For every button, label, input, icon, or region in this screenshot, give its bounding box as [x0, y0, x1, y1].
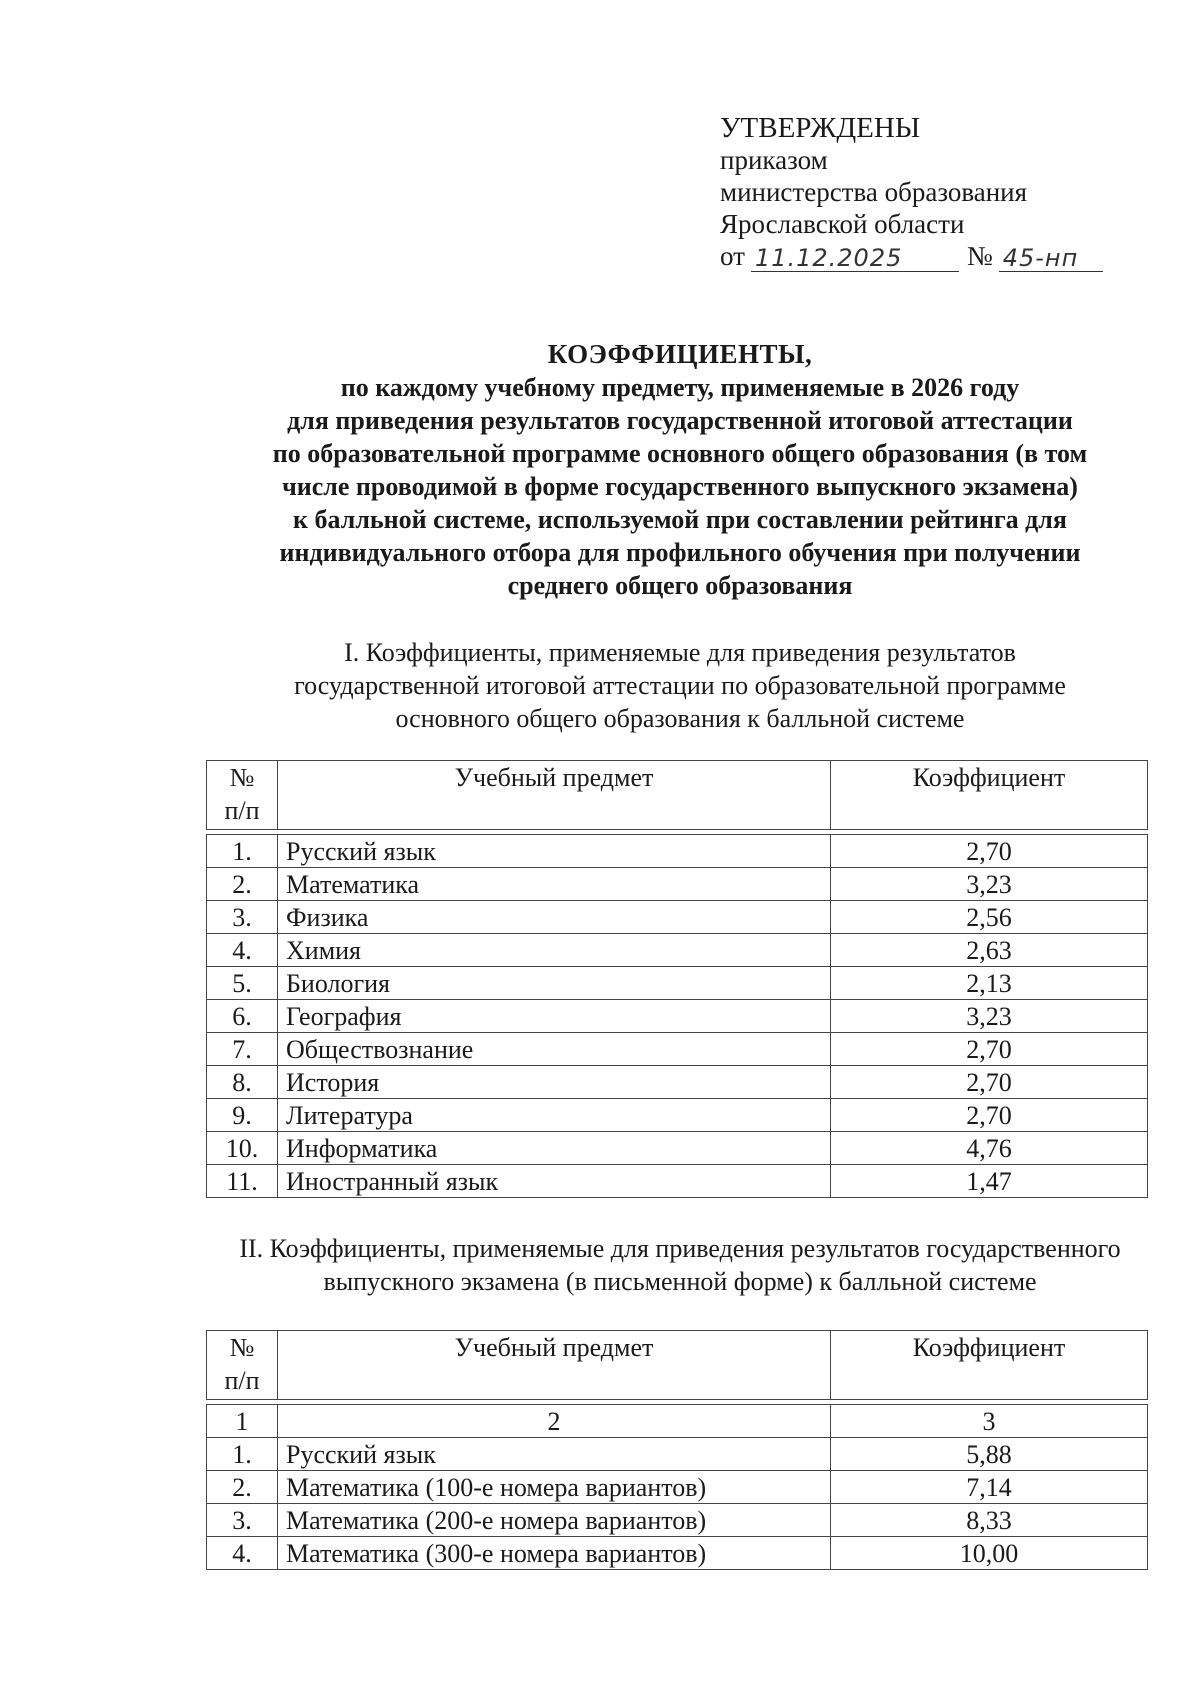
title-line: к балльной системе, используемой при составлении рейтинга для	[293, 505, 1067, 534]
title-line: индивидуального отбора для профильного обучения при получении	[279, 538, 1081, 567]
section-2-heading-line: выпускного экзамена (в письменной форме) к балльной системе	[323, 1267, 1037, 1296]
approval-line-region: Ярославской области	[720, 209, 965, 239]
document-title	[200, 338, 1160, 602]
table-row	[207, 1471, 1148, 1504]
row-number: 1.	[207, 1438, 278, 1471]
row-subject: Иностранный язык	[278, 1165, 831, 1198]
table-row	[207, 835, 1148, 868]
title-line: по каждому учебному предмету, применяемые в 2026 году	[340, 373, 1020, 402]
title-line: для приведения результатов государственной итоговой аттестации	[287, 406, 1073, 435]
row-coefficient: 2,63	[831, 934, 1148, 967]
header-num	[207, 1331, 278, 1400]
row-subject: Информатика	[278, 1132, 831, 1165]
row-subject: Русский язык	[278, 1438, 831, 1471]
header-num-sign: №	[229, 763, 255, 792]
header-num-sign: №	[229, 1333, 255, 1362]
table-header-row	[207, 761, 1148, 830]
row-subject: Литература	[278, 1099, 831, 1132]
row-subject: Математика (200-е номера вариантов)	[278, 1504, 831, 1537]
column-index: 3	[831, 1405, 1148, 1438]
table-row	[207, 1504, 1148, 1537]
table-row	[207, 1066, 1148, 1099]
approval-line-order: приказом	[720, 145, 828, 175]
title-line: среднего общего образования	[507, 571, 853, 600]
header-num	[207, 761, 278, 830]
row-subject: Математика (300-е номера вариантов)	[278, 1537, 831, 1570]
row-coefficient: 1,47	[831, 1165, 1148, 1198]
row-number: 10.	[207, 1132, 278, 1165]
row-number: 8.	[207, 1066, 278, 1099]
table-row	[207, 1099, 1148, 1132]
approved-label: УТВЕРЖДЕНЫ	[720, 112, 921, 144]
from-label: от	[720, 241, 745, 271]
row-coefficient: 10,00	[831, 1537, 1148, 1570]
row-number: 6.	[207, 1000, 278, 1033]
row-coefficient: 2,70	[831, 835, 1148, 868]
row-subject: Биология	[278, 967, 831, 1000]
column-index: 1	[207, 1405, 278, 1438]
table-row	[207, 1033, 1148, 1066]
row-coefficient: 2,70	[831, 1099, 1148, 1132]
row-coefficient: 8,33	[831, 1504, 1148, 1537]
row-coefficient: 2,70	[831, 1033, 1148, 1066]
header-coefficient: Коэффициент	[831, 761, 1148, 830]
row-coefficient: 2,70	[831, 1066, 1148, 1099]
header-coefficient: Коэффициент	[831, 1331, 1148, 1400]
title-line: числе проводимой в форме государственного выпускного экзамена)	[282, 472, 1078, 501]
row-subject: Русский язык	[278, 835, 831, 868]
table-row	[207, 1537, 1148, 1570]
approval-block	[720, 112, 1103, 272]
header-num-pp: п/п	[224, 1366, 260, 1395]
row-coefficient: 2,13	[831, 967, 1148, 1000]
table-row	[207, 1438, 1148, 1471]
row-subject: Математика (100-е номера вариантов)	[278, 1471, 831, 1504]
header-num-pp: п/п	[224, 796, 260, 825]
row-coefficient: 3,23	[831, 868, 1148, 901]
row-number: 1.	[207, 835, 278, 868]
section-2-heading	[200, 1232, 1160, 1298]
number-sign: №	[966, 241, 993, 271]
row-coefficient: 2,56	[831, 901, 1148, 934]
table-header-row	[207, 1331, 1148, 1400]
title-main: КОЭФФИЦИЕНТЫ,	[547, 339, 813, 369]
row-number: 3.	[207, 901, 278, 934]
header-subject: Учебный предмет	[278, 1331, 831, 1400]
handwritten-date: 11.12.2025	[751, 245, 959, 272]
row-subject: История	[278, 1066, 831, 1099]
row-subject: Химия	[278, 934, 831, 967]
row-number: 9.	[207, 1099, 278, 1132]
section-1-heading-line: I. Коэффициенты, применяемые для приведения результатов	[344, 638, 1016, 667]
row-number: 2.	[207, 1471, 278, 1504]
row-number: 4.	[207, 1537, 278, 1570]
row-coefficient: 4,76	[831, 1132, 1148, 1165]
row-subject: Физика	[278, 901, 831, 934]
column-index: 2	[278, 1405, 831, 1438]
row-subject: Математика	[278, 868, 831, 901]
row-number: 7.	[207, 1033, 278, 1066]
row-number: 11.	[207, 1165, 278, 1198]
column-index-row	[207, 1405, 1148, 1438]
table-row	[207, 967, 1148, 1000]
table-row	[207, 1165, 1148, 1198]
row-coefficient: 5,88	[831, 1438, 1148, 1471]
section-1-heading	[220, 636, 1140, 735]
title-line: по образовательной программе основного общего образования (в том	[272, 439, 1088, 468]
table-row	[207, 901, 1148, 934]
section-2-heading-line: II. Коэффициенты, применяемые для приведения результатов государственного	[239, 1234, 1121, 1263]
section-2-table	[206, 1330, 1148, 1570]
row-coefficient: 7,14	[831, 1471, 1148, 1504]
row-subject: Обществознание	[278, 1033, 831, 1066]
row-coefficient: 3,23	[831, 1000, 1148, 1033]
table-row	[207, 868, 1148, 901]
row-number: 4.	[207, 934, 278, 967]
table-row	[207, 934, 1148, 967]
section-1-heading-line: основного общего образования к балльной системе	[395, 704, 965, 733]
approval-line-ministry: министерства образования	[720, 177, 1028, 207]
table-row	[207, 1132, 1148, 1165]
row-number: 5.	[207, 967, 278, 1000]
row-number: 3.	[207, 1504, 278, 1537]
approval-date-number-line	[720, 240, 1103, 272]
handwritten-number: 45-нп	[999, 245, 1103, 272]
row-subject: География	[278, 1000, 831, 1033]
header-subject: Учебный предмет	[278, 761, 831, 830]
row-number: 2.	[207, 868, 278, 901]
section-1-table	[206, 760, 1148, 1198]
section-1-heading-line: государственной итоговой аттестации по образовательной программе	[294, 671, 1066, 700]
table-row	[207, 1000, 1148, 1033]
